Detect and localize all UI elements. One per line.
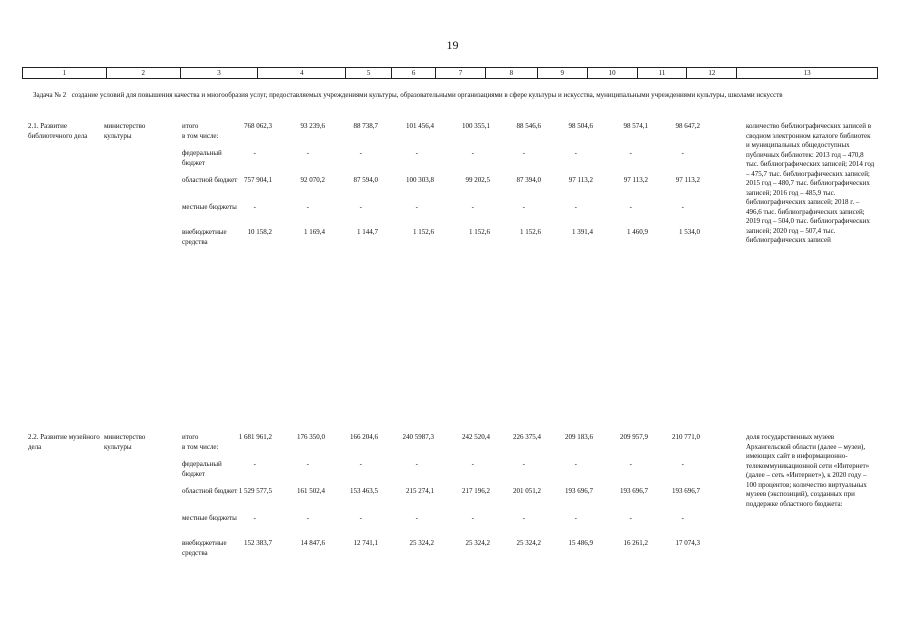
amount-cell: - — [681, 149, 684, 157]
funding-label: областной бюджет — [182, 176, 238, 184]
amount-cell: - — [471, 514, 474, 522]
amount-cell: - — [629, 514, 632, 522]
amount-cell: 210 771,0 — [672, 433, 700, 441]
col-num-8: 8 — [486, 68, 538, 78]
funding-row — [0, 149, 905, 177]
funding-label: итого — [182, 122, 199, 130]
amount-cell: - — [681, 514, 684, 522]
amount-cell: - — [681, 203, 684, 211]
amount-cell: 98 574,1 — [623, 122, 648, 130]
col-num-13: 13 — [803, 69, 811, 77]
amount-cell: 215 274,1 — [406, 487, 434, 495]
amount-cell: 1 529 577,5 — [238, 487, 272, 495]
amount-cell: 1 144,7 — [357, 228, 378, 236]
amount-cell: 1 152,6 — [469, 228, 490, 236]
amount-cell: 98 504,6 — [568, 122, 593, 130]
funding-row — [0, 539, 905, 567]
amount-cell: - — [471, 203, 474, 211]
amount-cell: 14 847,6 — [300, 539, 325, 547]
funding-label: внебюджетные средства — [182, 539, 227, 557]
funding-row — [0, 487, 905, 515]
amount-cell: 242 520,4 — [462, 433, 490, 441]
amount-cell: 99 202,5 — [465, 176, 490, 184]
amount-cell: - — [471, 460, 474, 468]
amount-cell: - — [415, 460, 418, 468]
amount-cell: 15 486,9 — [568, 539, 593, 547]
funding-row — [0, 433, 905, 461]
column-number-row — [22, 67, 878, 79]
funding-row — [0, 460, 905, 488]
amount-cell: - — [522, 514, 525, 522]
amount-cell: 209 183,6 — [565, 433, 593, 441]
amount-cell: - — [359, 514, 362, 522]
amount-cell: 97 113,2 — [675, 176, 700, 184]
amount-cell: 217 196,2 — [462, 487, 490, 495]
amount-cell: - — [415, 149, 418, 157]
section-indicator: количество библиографических записей в сводном электронном каталоге библиотек и муниципальных общедоступных публичных библиотек: 2013 год – 470,8 тыс. библиографических записей; 2014 год – 475,7 тыс. библиографических записей; 2015 год – 480,7 тыс. библиографических записей; 2016 год – 485,9 тыс. библиографических записей; 2018 г. – 496,6 тыс. библиографических записей; 2019 год – 504,0 тыс. библиографических записей; 2020 год – 507,4 тыс. библиографических записей — [746, 122, 875, 244]
funding-label: местные бюджеты — [182, 514, 237, 522]
col-num-1: 1 — [23, 68, 107, 78]
amount-cell: 161 502,4 — [297, 487, 325, 495]
amount-cell: 101 456,4 — [406, 122, 434, 130]
task-heading — [28, 90, 870, 100]
amount-cell: 17 074,3 — [675, 539, 700, 547]
amount-cell: 93 239,6 — [300, 122, 325, 130]
col-num-7: 7 — [436, 68, 486, 78]
amount-cell: 209 957,9 — [620, 433, 648, 441]
amount-cell: 88 738,7 — [353, 122, 378, 130]
amount-cell: - — [359, 460, 362, 468]
funding-label: внебюджетные средства — [182, 228, 227, 246]
amount-cell: - — [522, 203, 525, 211]
amount-cell: 768 062,3 — [244, 122, 272, 130]
amount-cell: - — [522, 460, 525, 468]
col-num-12: 12 — [687, 68, 737, 78]
section-indicator: доля государственных музеев Архангельской области (далее – музеи), имеющих сайт в информационно-телекоммуникационной сети «Интернет» (далее – сеть «Интернет»), к 2020 году – 100 процентов; количество виртуальных музеев (экспозиций), созданных при поддержке областного бюджета: — [746, 433, 870, 508]
page-number: 19 — [446, 38, 459, 52]
amount-cell: - — [253, 514, 256, 522]
amount-cell: 97 113,2 — [568, 176, 593, 184]
amount-cell: - — [522, 149, 525, 157]
amount-cell: 193 696,7 — [672, 487, 700, 495]
col-num-6: 6 — [392, 68, 436, 78]
amount-cell: 240 5987,3 — [402, 433, 434, 441]
amount-cell: - — [306, 149, 309, 157]
funding-label: областной бюджет — [182, 487, 238, 495]
amount-cell: - — [253, 149, 256, 157]
section-name: 2.2. Развитие музейного дела — [28, 433, 100, 451]
col-num-4: 4 — [258, 68, 346, 78]
amount-cell: 87 594,0 — [353, 176, 378, 184]
amount-cell: 1 169,4 — [304, 228, 325, 236]
amount-cell: - — [253, 203, 256, 211]
amount-cell: 226 375,4 — [513, 433, 541, 441]
amount-cell: - — [574, 514, 577, 522]
funding-label: федеральный бюджет — [182, 460, 222, 478]
amount-cell: - — [681, 460, 684, 468]
amount-cell: 1 391,4 — [572, 228, 593, 236]
amount-cell: 193 696,7 — [620, 487, 648, 495]
amount-cell: - — [306, 514, 309, 522]
funding-label: местные бюджеты — [182, 203, 237, 211]
amount-cell: - — [629, 149, 632, 157]
amount-cell: - — [574, 460, 577, 468]
section-executor: министерство культуры — [104, 433, 146, 451]
amount-cell: - — [471, 149, 474, 157]
amount-cell: - — [574, 203, 577, 211]
amount-cell: 1 460,9 — [627, 228, 648, 236]
task-label: Задача № 2 — [33, 91, 67, 99]
funding-row — [0, 514, 905, 542]
amount-cell: 100 303,8 — [406, 176, 434, 184]
funding-label: итого — [182, 433, 199, 441]
amount-cell: 12 741,1 — [353, 539, 378, 547]
amount-cell: 1 152,6 — [520, 228, 541, 236]
amount-cell: 97 113,2 — [623, 176, 648, 184]
amount-cell: - — [629, 203, 632, 211]
amount-cell: 25 324,2 — [516, 539, 541, 547]
amount-cell: - — [415, 203, 418, 211]
amount-cell: 10 158,2 — [247, 228, 272, 236]
amount-cell: - — [306, 460, 309, 468]
amount-cell: 166 204,6 — [350, 433, 378, 441]
amount-cell: 201 051,2 — [513, 487, 541, 495]
amount-cell: 88 546,6 — [516, 122, 541, 130]
col-num-11: 11 — [638, 68, 688, 78]
amount-cell: 1 681 961,2 — [238, 433, 272, 441]
amount-cell: - — [306, 203, 309, 211]
amount-cell: - — [629, 460, 632, 468]
funding-row — [0, 228, 905, 256]
amount-cell: - — [415, 514, 418, 522]
amount-cell: 16 261,2 — [623, 539, 648, 547]
amount-cell: 25 324,2 — [465, 539, 490, 547]
amount-cell: 25 324,2 — [409, 539, 434, 547]
amount-cell: 92 070,2 — [300, 176, 325, 184]
funding-label: федеральный бюджет — [182, 149, 222, 167]
amount-cell: 152 383,7 — [244, 539, 272, 547]
amount-cell: 757 904,1 — [244, 176, 272, 184]
amount-cell: - — [359, 203, 362, 211]
funding-row — [0, 176, 905, 204]
section-executor: министерство культуры — [104, 122, 146, 140]
funding-row — [0, 122, 905, 150]
col-num-5: 5 — [346, 68, 392, 78]
amount-cell: 100 355,1 — [462, 122, 490, 130]
amount-cell: 87 394,0 — [516, 176, 541, 184]
amount-cell: - — [574, 149, 577, 157]
amount-cell: 1 152,6 — [413, 228, 434, 236]
col-num-9: 9 — [538, 68, 588, 78]
funding-sublabel: в том числе: — [182, 131, 219, 140]
amount-cell: 193 696,7 — [565, 487, 593, 495]
col-num-2: 2 — [107, 68, 181, 78]
task-text: создание условий для повышения качества и многообразия услуг, предоставляемых учреждениями культуры, образовательными организациями в сфере культуры и искусства, муниципальными учреждениями культуры, школами искусств — [71, 91, 783, 99]
amount-cell: 98 647,2 — [675, 122, 700, 130]
amount-cell: 176 350,0 — [297, 433, 325, 441]
funding-row — [0, 203, 905, 231]
amount-cell: 153 463,5 — [350, 487, 378, 495]
amount-cell: - — [359, 149, 362, 157]
col-num-10: 10 — [588, 68, 638, 78]
col-num-3: 3 — [181, 68, 259, 78]
amount-cell: - — [253, 460, 256, 468]
amount-cell: 1 534,0 — [679, 228, 700, 236]
section-name: 2.1. Развитие библиотечного дела — [28, 122, 88, 140]
funding-sublabel: в том числе: — [182, 442, 219, 451]
